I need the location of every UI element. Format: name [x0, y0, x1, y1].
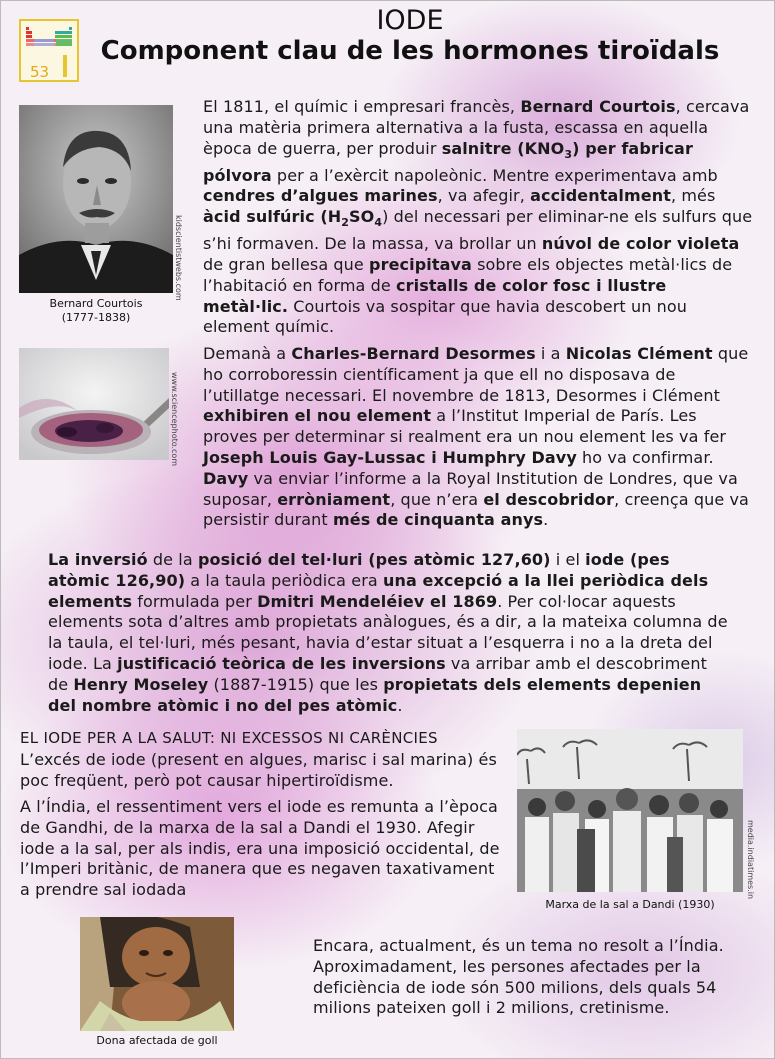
p1-bold: Bernard Courtois	[520, 97, 676, 116]
header	[90, 6, 730, 67]
p1-text: , va afegir,	[437, 186, 531, 206]
p1-text: per a l’exèrcit napoleònic. Mentre experimentava amb	[271, 165, 718, 185]
p1-subscript: 2	[341, 216, 350, 230]
courtois-portrait	[19, 105, 173, 293]
p3-bold: una excepció a la llei periòdica dels elements	[48, 570, 709, 611]
p1-text: sobre els objectes metàl·lics de l’habitació en forma de	[203, 254, 733, 295]
iodine-crystals-photo	[19, 348, 169, 460]
p1-bold: salnitre (KNO	[441, 138, 565, 158]
health-heading: EL IODE PER A LA SALUT: NI EXCESSOS NI CARÈNCIES	[20, 729, 438, 747]
p2-bold: Nicolas Clément	[565, 344, 713, 363]
health-india-current-paragraph: Encara, actualment, és un tema no resolt a l’Índia. Aproximadament, les persones afectades per la deficiència de iode són 500 milions, dels quals 54 milions pateixen goll i 2 milions, cretinisme.	[313, 936, 724, 1018]
page-subtitle: Component clau de les hormones tiroïdals	[100, 36, 720, 66]
p1-bold: cristalls de color fosc i llustre metàl·lic.	[203, 275, 667, 316]
photo-credit-spoon: www.sciencephoto.com	[170, 372, 179, 467]
atomic-number: 53	[30, 63, 50, 81]
p3-text: formulada per	[132, 591, 258, 611]
p1-text: El 1811, el químic i empresari francès,	[203, 97, 521, 116]
p3-text: . Per col·locar aquests elements sota d’altres amb propietats anàlogues, és a dir, a la mateixa columna de la taula, el tel·luri, més pesant, havia d’estar situat a l’esquerra i no a la dreta del iode. La	[48, 591, 728, 673]
element-marker	[63, 55, 67, 77]
p3-bold: iode (pes atòmic 126,90)	[48, 550, 670, 590]
p2-text: ho va confirmar.	[576, 447, 714, 467]
p1-bold: SO	[349, 207, 375, 227]
goiter-caption: Dona afectada de goll	[96, 1034, 218, 1047]
p1-bold: (H	[314, 207, 342, 227]
p3-bold: Henry Moseley	[73, 674, 209, 694]
p1-bold: àcid sulfúric	[203, 207, 315, 227]
paragraph-courtois	[203, 97, 753, 338]
p1-bold: ) per fabricar pólvora	[203, 138, 693, 185]
p3-bold: posició del tel·luri (pes atòmic 127,60)	[197, 550, 551, 569]
p2-text: Demanà a	[203, 344, 292, 363]
p1-subscript: 4	[374, 216, 383, 230]
p2-text: , que n’era	[390, 489, 484, 509]
p3-text: va arribar amb el descobriment de	[48, 653, 707, 694]
p2-text: que ho corroboressin científicament ja que ell no disposava de l’utillatge necessari. El novembre de 1813, Desormes i Clément	[203, 344, 749, 405]
p2-text: i a	[535, 344, 566, 363]
paragraph-confirmation	[203, 344, 755, 531]
p1-bold: precipitava	[369, 254, 472, 274]
p3-text: a la taula periòdica era	[185, 570, 383, 590]
p2-text: , creença que va persistir durant	[203, 489, 749, 530]
p3-bold: Dmitri Mendeléiev el 1869	[257, 591, 498, 611]
p3-bold: La inversió	[48, 550, 148, 569]
photo-credit-courtois: kidscientistwebs.com	[174, 215, 183, 301]
p3-text: i el	[550, 550, 586, 569]
p1-text: , més	[670, 186, 716, 206]
p2-text: .	[543, 510, 549, 530]
health-excess-paragraph: L’excés de iode (present en algues, marisc i sal marina) és poc freqüent, però pot causar hipertiroïdisme.	[20, 750, 497, 790]
caption-name: Bernard Courtois	[49, 297, 143, 310]
goiter-woman-photo	[80, 917, 234, 1031]
paragraph-periodic-inversion	[48, 550, 728, 716]
p2-bold: erròniament	[277, 489, 391, 509]
p1-bold: núvol de color violeta	[541, 234, 740, 254]
p3-text: .	[397, 695, 403, 715]
p3-text: de la	[147, 550, 198, 569]
p1-text: , cercava una matèria primera alternativa a la fusta, escassa en aquella època de guerra, per produir	[203, 97, 750, 158]
dandi-caption: Marxa de la sal a Dandi (1930)	[545, 898, 715, 911]
p1-text: ) del necessari per eliminar-ne els sulfurs que s’hi formaven. De la massa, va brollar un	[203, 207, 753, 254]
courtois-caption	[19, 297, 173, 325]
p1-bold: accidentalment	[530, 186, 671, 206]
page-title: IODE	[376, 5, 444, 36]
p2-text: a l’Institut Imperial de París. Les proves per determinar si realment era un nou element les va fer	[203, 406, 727, 447]
p2-bold: Davy	[203, 468, 249, 488]
dandi-march-photo	[517, 729, 743, 892]
periodic-table-logo	[19, 19, 79, 82]
p2-bold: més de cinquanta anys	[332, 510, 544, 530]
health-india-paragraph: A l’Índia, el ressentiment vers el iode es remunta a l’època de Gandhi, de la marxa de la sal a Dandi el 1930. Afegir iode a la sal, per als indis, era una imposició occidental, de l’Imperi britànic, de manera que es negaven taxativament a prendre sal iodada	[20, 797, 500, 900]
p2-bold: Charles-Bernard Desormes	[291, 344, 536, 363]
p1-text: de gran bellesa que	[203, 254, 370, 274]
p3-bold: justificació teòrica de les inversions	[117, 653, 446, 673]
periodic-table-icon	[26, 27, 72, 49]
p2-text: va enviar l’informe a la Royal Institution de Londres, que va suposar,	[203, 468, 738, 509]
p2-bold: Joseph Louis Gay-Lussac i Humphry Davy	[203, 447, 577, 467]
p2-bold: exhibiren el nou element	[203, 406, 432, 426]
p3-text: (1887-1915) que les	[208, 674, 384, 694]
p1-text: Courtois va sospitar que havia descobert un nou element químic.	[203, 296, 687, 337]
p1-subscript: 3	[564, 147, 573, 161]
p1-bold: cendres d’algues marines	[203, 186, 438, 206]
photo-credit-dandi: media.indiatimes.in	[746, 820, 755, 900]
caption-dates: (1777-1838)	[61, 311, 131, 324]
p3-bold: propietats dels elements depenien del nombre atòmic i no del pes atòmic	[48, 674, 702, 715]
p2-bold: el descobridor	[483, 489, 615, 509]
